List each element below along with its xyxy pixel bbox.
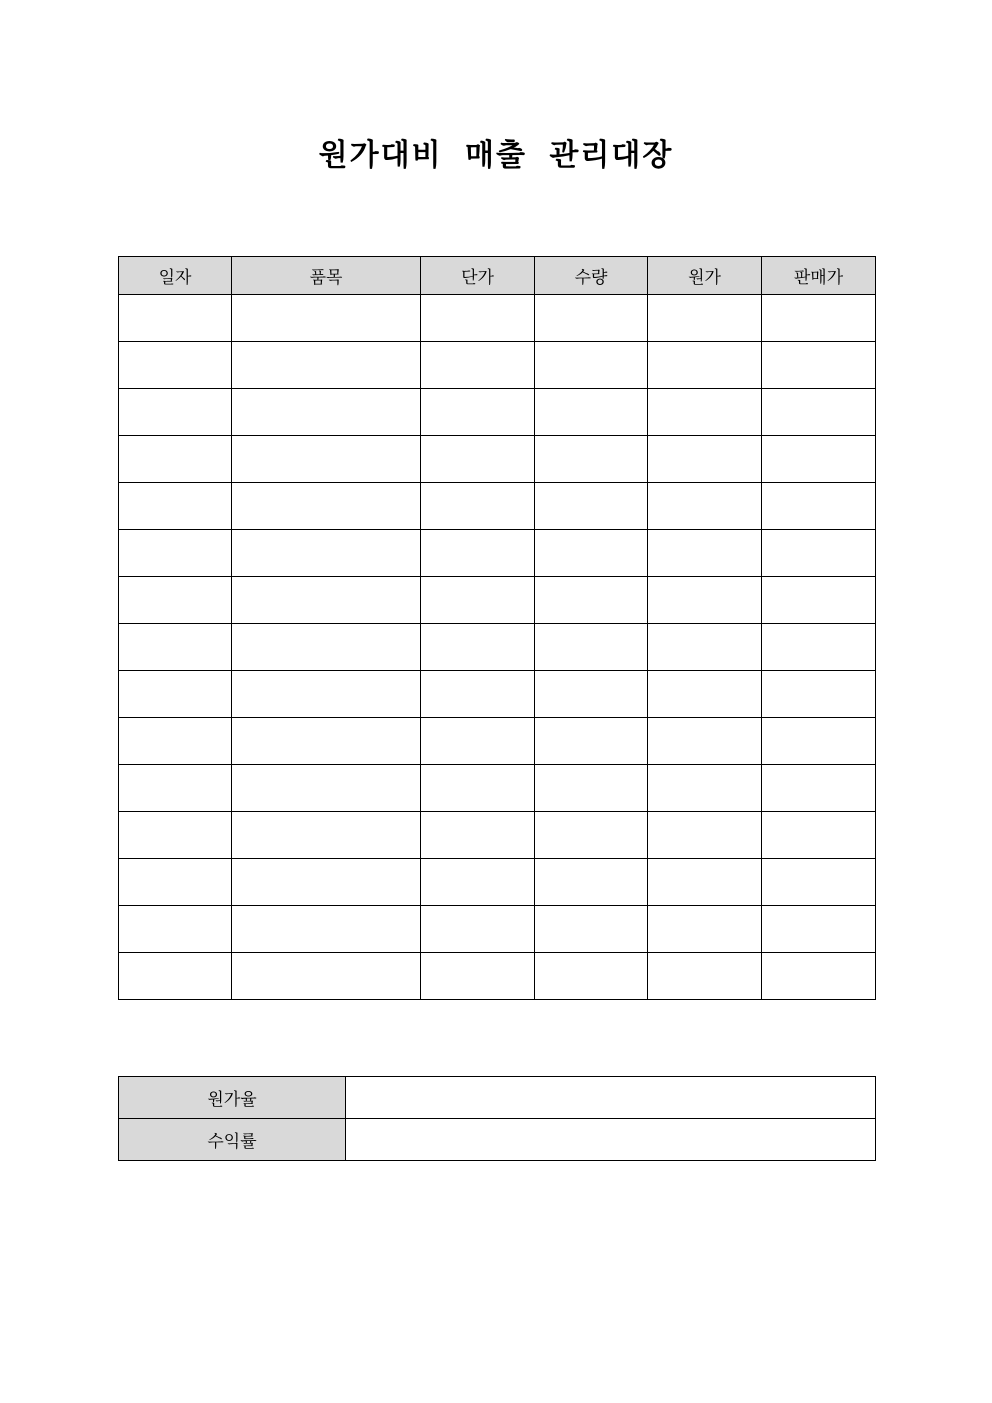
quantity-cell[interactable] <box>535 530 648 577</box>
summary-row-cost-ratio <box>119 1077 876 1119</box>
cost-cell[interactable] <box>648 765 762 812</box>
sale-price-cell[interactable] <box>762 436 876 483</box>
unit-price-cell[interactable] <box>421 295 535 342</box>
summary-row-profit-ratio <box>119 1119 876 1161</box>
unit-price-cell[interactable] <box>421 577 535 624</box>
date-cell[interactable] <box>119 530 232 577</box>
table-row <box>119 953 876 1000</box>
unit-price-cell[interactable] <box>421 624 535 671</box>
quantity-cell[interactable] <box>535 389 648 436</box>
date-cell[interactable] <box>119 671 232 718</box>
item-cell[interactable] <box>232 342 421 389</box>
cost-cell[interactable] <box>648 859 762 906</box>
cost-cell[interactable] <box>648 953 762 1000</box>
sale-price-cell[interactable] <box>762 389 876 436</box>
quantity-cell[interactable] <box>535 812 648 859</box>
cost-cell[interactable] <box>648 718 762 765</box>
column-header-unit-price: 단가 <box>421 257 535 295</box>
ledger-table <box>118 256 876 1000</box>
unit-price-cell[interactable] <box>421 671 535 718</box>
table-row <box>119 342 876 389</box>
date-cell[interactable] <box>119 718 232 765</box>
item-cell[interactable] <box>232 389 421 436</box>
table-row <box>119 906 876 953</box>
quantity-cell[interactable] <box>535 671 648 718</box>
item-cell[interactable] <box>232 295 421 342</box>
item-cell[interactable] <box>232 859 421 906</box>
unit-price-cell[interactable] <box>421 483 535 530</box>
cost-cell[interactable] <box>648 577 762 624</box>
unit-price-cell[interactable] <box>421 953 535 1000</box>
item-cell[interactable] <box>232 530 421 577</box>
column-header-date: 일자 <box>119 257 232 295</box>
item-cell[interactable] <box>232 436 421 483</box>
quantity-cell[interactable] <box>535 765 648 812</box>
column-header-cost: 원가 <box>648 257 762 295</box>
table-row <box>119 389 876 436</box>
unit-price-cell[interactable] <box>421 530 535 577</box>
date-cell[interactable] <box>119 812 232 859</box>
item-cell[interactable] <box>232 953 421 1000</box>
sale-price-cell[interactable] <box>762 483 876 530</box>
summary-table <box>118 1076 876 1161</box>
unit-price-cell[interactable] <box>421 906 535 953</box>
quantity-cell[interactable] <box>535 342 648 389</box>
date-cell[interactable] <box>119 577 232 624</box>
column-header-quantity: 수량 <box>535 257 648 295</box>
table-row <box>119 295 876 342</box>
table-row <box>119 859 876 906</box>
table-row <box>119 577 876 624</box>
date-cell[interactable] <box>119 342 232 389</box>
sale-price-cell[interactable] <box>762 624 876 671</box>
sale-price-cell[interactable] <box>762 295 876 342</box>
item-cell[interactable] <box>232 624 421 671</box>
ledger-header-row <box>119 257 876 295</box>
profit-ratio-value[interactable] <box>346 1119 876 1161</box>
table-row <box>119 718 876 765</box>
cost-cell[interactable] <box>648 530 762 577</box>
column-header-item: 품목 <box>232 257 421 295</box>
unit-price-cell[interactable] <box>421 859 535 906</box>
date-cell[interactable] <box>119 295 232 342</box>
cost-cell[interactable] <box>648 671 762 718</box>
quantity-cell[interactable] <box>535 624 648 671</box>
sale-price-cell[interactable] <box>762 530 876 577</box>
item-cell[interactable] <box>232 718 421 765</box>
sale-price-cell[interactable] <box>762 765 876 812</box>
date-cell[interactable] <box>119 389 232 436</box>
quantity-cell[interactable] <box>535 906 648 953</box>
item-cell[interactable] <box>232 906 421 953</box>
sale-price-cell[interactable] <box>762 906 876 953</box>
item-cell[interactable] <box>232 812 421 859</box>
page-title: 원가대비 매출 관리대장 <box>318 138 674 173</box>
quantity-cell[interactable] <box>535 436 648 483</box>
table-row <box>119 436 876 483</box>
date-cell[interactable] <box>119 624 232 671</box>
cost-cell[interactable] <box>648 436 762 483</box>
date-cell[interactable] <box>119 483 232 530</box>
cost-cell[interactable] <box>648 483 762 530</box>
cost-cell[interactable] <box>648 342 762 389</box>
ledger-body <box>119 295 876 1000</box>
date-cell[interactable] <box>119 906 232 953</box>
quantity-cell[interactable] <box>535 295 648 342</box>
quantity-cell[interactable] <box>535 953 648 1000</box>
item-cell[interactable] <box>232 671 421 718</box>
unit-price-cell[interactable] <box>421 718 535 765</box>
unit-price-cell[interactable] <box>421 765 535 812</box>
cost-ratio-value[interactable] <box>346 1077 876 1119</box>
quantity-cell[interactable] <box>535 577 648 624</box>
unit-price-cell[interactable] <box>421 436 535 483</box>
item-cell[interactable] <box>232 577 421 624</box>
profit-ratio-label: 수익률 <box>119 1119 346 1161</box>
date-cell[interactable] <box>119 436 232 483</box>
table-row <box>119 624 876 671</box>
column-header-sale-price: 판매가 <box>762 257 876 295</box>
cost-cell[interactable] <box>648 389 762 436</box>
unit-price-cell[interactable] <box>421 812 535 859</box>
sale-price-cell[interactable] <box>762 812 876 859</box>
cost-cell[interactable] <box>648 295 762 342</box>
table-row <box>119 765 876 812</box>
date-cell[interactable] <box>119 953 232 1000</box>
unit-price-cell[interactable] <box>421 389 535 436</box>
date-cell[interactable] <box>119 765 232 812</box>
quantity-cell[interactable] <box>535 859 648 906</box>
sale-price-cell[interactable] <box>762 577 876 624</box>
cost-cell[interactable] <box>648 906 762 953</box>
unit-price-cell[interactable] <box>421 342 535 389</box>
sale-price-cell[interactable] <box>762 671 876 718</box>
cost-cell[interactable] <box>648 624 762 671</box>
date-cell[interactable] <box>119 859 232 906</box>
table-row <box>119 483 876 530</box>
item-cell[interactable] <box>232 483 421 530</box>
sale-price-cell[interactable] <box>762 859 876 906</box>
sale-price-cell[interactable] <box>762 953 876 1000</box>
cost-ratio-label: 원가율 <box>119 1077 346 1119</box>
cost-cell[interactable] <box>648 812 762 859</box>
table-row <box>119 812 876 859</box>
table-row <box>119 671 876 718</box>
item-cell[interactable] <box>232 765 421 812</box>
sale-price-cell[interactable] <box>762 718 876 765</box>
quantity-cell[interactable] <box>535 718 648 765</box>
sale-price-cell[interactable] <box>762 342 876 389</box>
quantity-cell[interactable] <box>535 483 648 530</box>
table-row <box>119 530 876 577</box>
